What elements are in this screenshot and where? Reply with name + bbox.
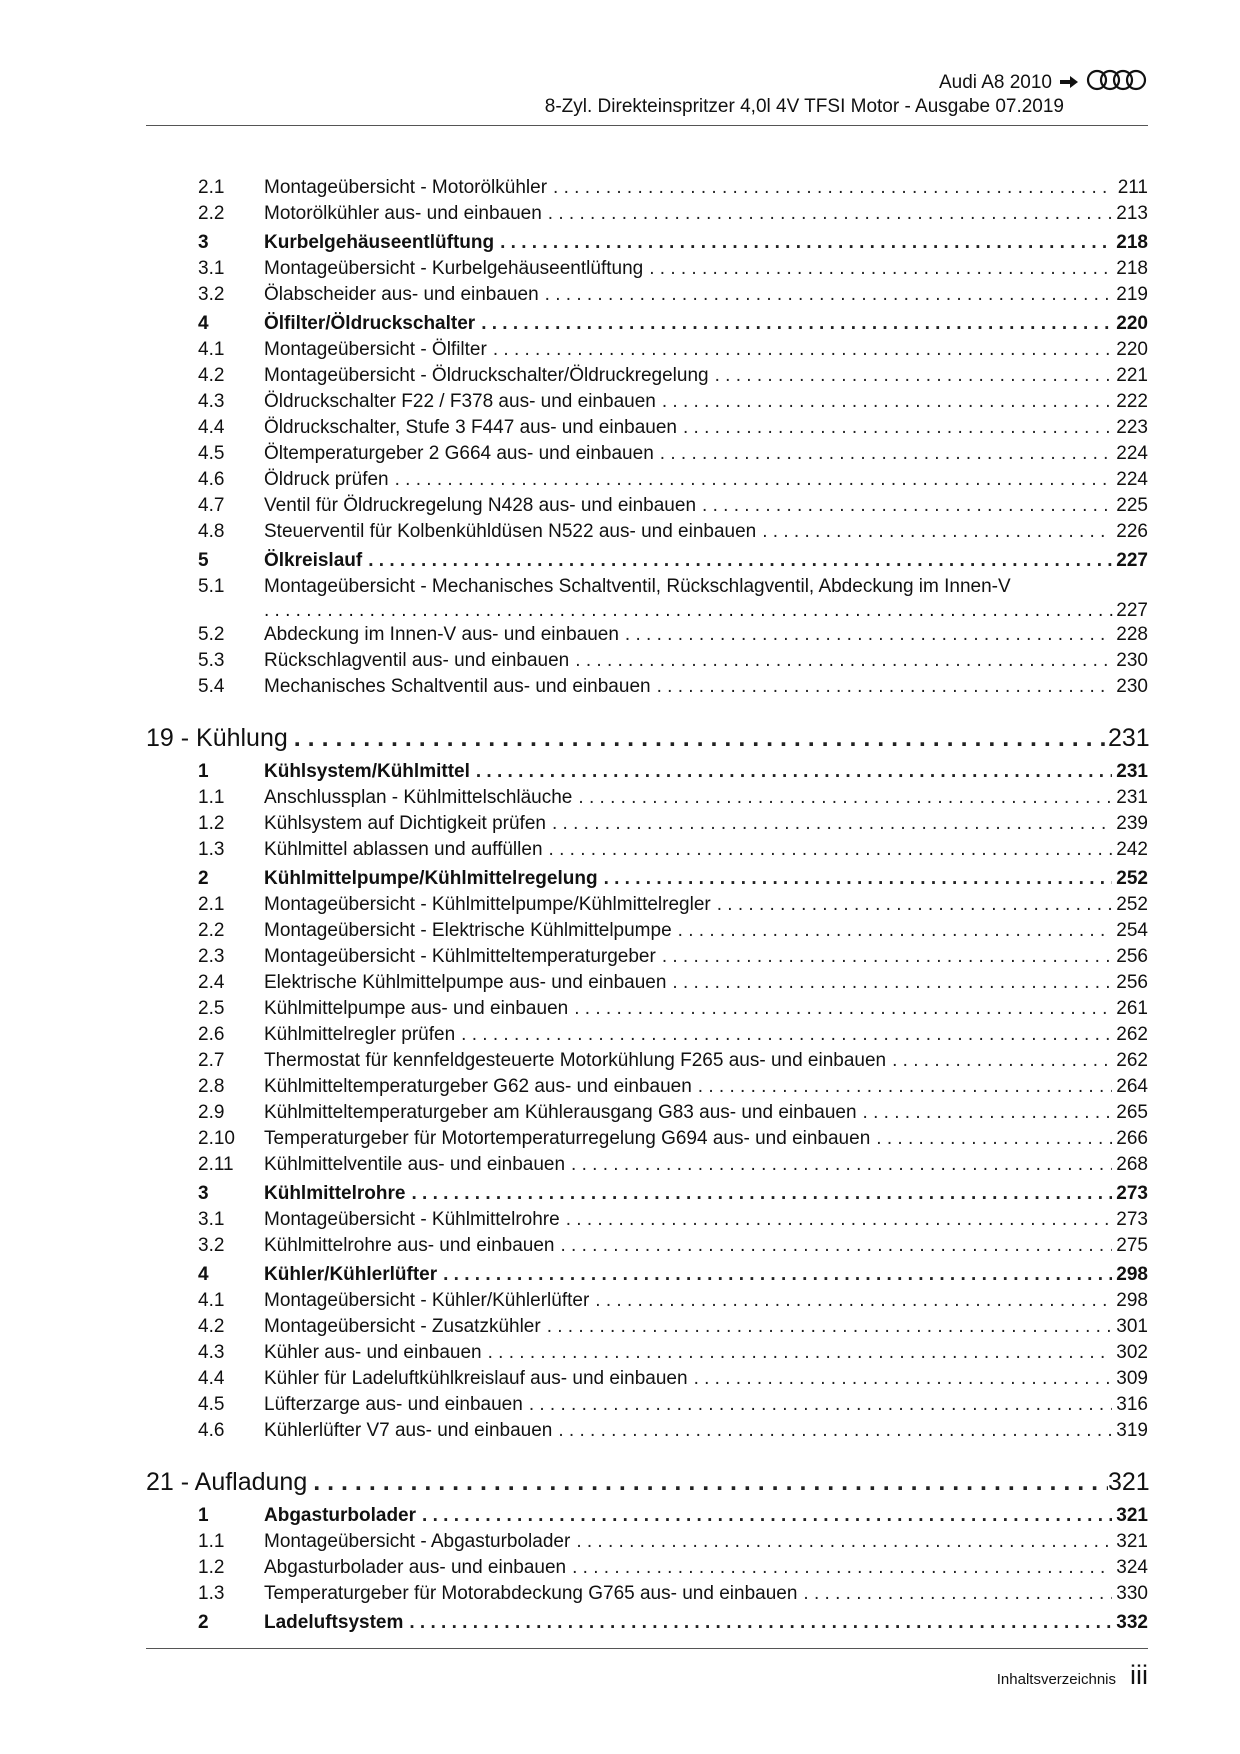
toc-entry-page: 262 xyxy=(1116,1024,1148,1045)
toc-entry-page: 324 xyxy=(1116,1557,1148,1578)
toc-entry-title: Montageübersicht - Kühlmittelpumpe/Kühlmittelregler xyxy=(264,894,711,915)
toc-entry-number: 1 xyxy=(198,761,209,782)
toc-entry[interactable] xyxy=(146,467,1148,493)
header-subtitle: 8-Zyl. Direkteinspritzer 4,0l 4V TFSI Motor - Ausgabe 07.2019 xyxy=(544,96,1064,117)
toc-entry[interactable] xyxy=(146,1022,1148,1048)
toc-entry-page: 230 xyxy=(1116,650,1148,671)
toc-entry-number: 1.2 xyxy=(198,813,225,834)
toc-entry-number: 4.8 xyxy=(198,521,225,542)
toc-entry-title: Montageübersicht - Kühlmittelrohre xyxy=(264,1209,560,1230)
dot-leader xyxy=(756,519,1112,545)
toc-entry-number: 2.9 xyxy=(198,1102,225,1123)
toc-entry-number: 2.10 xyxy=(198,1128,235,1149)
dot-leader xyxy=(487,337,1112,363)
toc-entry-title: Montageübersicht - Motorölkühler xyxy=(264,177,548,198)
dot-leader xyxy=(688,1366,1112,1392)
toc-entry[interactable] xyxy=(146,996,1148,1022)
toc-section[interactable] xyxy=(146,311,1148,337)
toc-entry-page: 252 xyxy=(1116,868,1148,889)
toc-entry-number: 4.5 xyxy=(198,1394,225,1415)
toc-entry-title: Temperaturgeber für Motorabdeckung G765 aus- und einbauen xyxy=(264,1583,798,1604)
toc-entry-number: 3 xyxy=(198,1183,209,1204)
toc-entry-title: Montageübersicht - Ölfilter xyxy=(264,339,487,360)
page-header xyxy=(545,70,1148,118)
toc-entry-number: 4.7 xyxy=(198,495,225,516)
toc-entry-number: 1.3 xyxy=(198,1583,225,1604)
dot-leader xyxy=(666,970,1112,996)
toc-entry-title: Motorölkühler aus- und einbauen xyxy=(264,203,542,224)
toc-entry[interactable] xyxy=(146,1392,1148,1418)
toc-entry-number: 2.2 xyxy=(198,203,225,224)
toc-entry[interactable] xyxy=(146,1555,1148,1581)
dot-leader xyxy=(288,720,1108,756)
toc-entry[interactable] xyxy=(146,811,1148,837)
toc-entry[interactable] xyxy=(146,519,1148,545)
toc-entry-page: 319 xyxy=(1116,1420,1148,1441)
toc-entry-title: 19 - Kühlung xyxy=(146,724,288,752)
toc-entry-page: 302 xyxy=(1116,1342,1148,1363)
toc-entry-title: Ölkreislauf xyxy=(264,550,363,571)
toc-entry-number: 2.8 xyxy=(198,1076,225,1097)
toc-entry-page: 298 xyxy=(1116,1264,1148,1285)
dot-leader xyxy=(389,467,1112,493)
dot-leader xyxy=(569,648,1112,674)
table-of-contents xyxy=(146,175,1148,1636)
toc-entry[interactable] xyxy=(146,363,1148,389)
toc-entry-title: Kühlmittelventile aus- und einbauen xyxy=(264,1154,566,1175)
toc-entry-number: 4 xyxy=(198,1264,209,1285)
toc-entry-title: Abgasturbolader xyxy=(264,1505,417,1526)
toc-entry-number: 3.1 xyxy=(198,1209,225,1230)
toc-entry-page: 218 xyxy=(1116,258,1148,279)
toc-entry-page: 254 xyxy=(1116,920,1148,941)
toc-entry[interactable] xyxy=(146,1418,1148,1444)
toc-entry-title: Kühlmittelpumpe/Kühlmittelregelung xyxy=(264,868,598,889)
toc-entry-title: Öldruckschalter F22 / F378 aus- und einbauen xyxy=(264,391,656,412)
dot-leader xyxy=(547,175,1112,201)
toc-entry-title: Kühler für Ladeluftkühlkreislauf aus- und einbauen xyxy=(264,1368,688,1389)
toc-entry-number: 5.3 xyxy=(198,650,225,671)
dot-leader xyxy=(475,311,1112,337)
dot-leader xyxy=(565,1152,1112,1178)
toc-entry-number: 2.3 xyxy=(198,946,225,967)
toc-chapter[interactable] xyxy=(146,1464,1148,1500)
dot-leader xyxy=(656,389,1112,415)
toc-entry-page: 224 xyxy=(1116,469,1148,490)
toc-entry[interactable] xyxy=(146,415,1148,441)
dot-leader xyxy=(416,1503,1112,1529)
toc-entry-title: Kühlsystem auf Dichtigkeit prüfen xyxy=(264,813,546,834)
dot-leader xyxy=(546,811,1112,837)
toc-entry-number: 1 xyxy=(198,1505,209,1526)
toc-entry[interactable] xyxy=(146,337,1148,363)
toc-entry-title: Kühlmitteltemperaturgeber am Kühlerausgang G83 aus- und einbauen xyxy=(264,1102,857,1123)
toc-entry-title: Kurbelgehäuseentlüftung xyxy=(264,232,495,253)
toc-entry-number: 4.1 xyxy=(198,339,225,360)
toc-entry[interactable] xyxy=(146,1288,1148,1314)
toc-entry-title: Thermostat für kennfeldgesteuerte Motorkühlung F265 aus- und einbauen xyxy=(264,1050,887,1071)
dot-leader xyxy=(568,996,1112,1022)
dot-leader xyxy=(692,1074,1112,1100)
toc-entry-title: Montageübersicht - Kurbelgehäuseentlüftung xyxy=(264,258,644,279)
toc-entry[interactable] xyxy=(146,944,1148,970)
toc-entry-title: Abdeckung im Innen-V aus- und einbauen xyxy=(264,624,619,645)
toc-entry-page: 252 xyxy=(1116,894,1148,915)
toc-entry-title: Montageübersicht - Öldruckschalter/Öldruckregelung xyxy=(264,365,709,386)
toc-entry-page: 228 xyxy=(1116,624,1148,645)
dot-leader xyxy=(405,1181,1112,1207)
dot-leader xyxy=(598,866,1112,892)
toc-entry-page: 321 xyxy=(1116,1531,1148,1552)
dot-leader xyxy=(523,1392,1112,1418)
toc-entry-number: 4.6 xyxy=(198,1420,225,1441)
toc-entry-title: Kühlerlüfter V7 aus- und einbauen xyxy=(264,1420,553,1441)
toc-entry-number: 4.3 xyxy=(198,391,225,412)
toc-entry[interactable] xyxy=(146,674,1148,700)
dot-leader xyxy=(470,759,1112,785)
toc-entry-number: 2.7 xyxy=(198,1050,225,1071)
toc-entry-title: Lüfterzarge aus- und einbauen xyxy=(264,1394,523,1415)
toc-entry-title: Steuerventil für Kolbenkühldüsen N522 aus- und einbauen xyxy=(264,521,757,542)
toc-entry-page: 224 xyxy=(1116,443,1148,464)
dot-leader xyxy=(566,1555,1112,1581)
toc-entry-number: 4.4 xyxy=(198,1368,225,1389)
dot-leader xyxy=(711,892,1112,918)
toc-entry-number: 1.3 xyxy=(198,839,225,860)
toc-entry-page: 220 xyxy=(1116,313,1148,334)
toc-entry-title: Kühlmittel ablassen und auffüllen xyxy=(264,839,543,860)
toc-entry[interactable] xyxy=(146,574,1148,622)
dot-leader xyxy=(619,622,1112,648)
dot-leader xyxy=(570,1529,1112,1555)
dot-leader xyxy=(572,785,1112,811)
toc-entry-title: Anschlussplan - Kühlmittelschläuche xyxy=(264,787,573,808)
toc-entry-page: 265 xyxy=(1116,1102,1148,1123)
toc-entry-page: 239 xyxy=(1116,813,1148,834)
dot-leader xyxy=(643,256,1112,282)
dot-leader xyxy=(554,1233,1112,1259)
toc-entry-number: 4.3 xyxy=(198,1342,225,1363)
toc-entry[interactable] xyxy=(146,1314,1148,1340)
toc-entry-title: Ölfilter/Öldruckschalter xyxy=(264,313,476,334)
dot-leader xyxy=(709,363,1112,389)
toc-entry[interactable] xyxy=(146,389,1148,415)
toc-entry-number: 5.2 xyxy=(198,624,225,645)
toc-entry-number: 2.2 xyxy=(198,920,225,941)
toc-entry-page: 268 xyxy=(1116,1154,1148,1175)
dot-leader xyxy=(560,1207,1112,1233)
toc-entry[interactable] xyxy=(146,1340,1148,1366)
toc-entry-page: 231 xyxy=(1116,787,1148,808)
toc-entry[interactable] xyxy=(146,256,1148,282)
toc-entry[interactable] xyxy=(146,175,1148,201)
dot-leader xyxy=(677,415,1112,441)
toc-entry-page: 231 xyxy=(1116,761,1148,782)
toc-entry[interactable] xyxy=(146,1366,1148,1392)
dot-leader xyxy=(857,1100,1112,1126)
toc-entry-title: Kühlmittelrohre aus- und einbauen xyxy=(264,1235,555,1256)
toc-entry-number: 4.2 xyxy=(198,1316,225,1337)
toc-entry-title: Montageübersicht - Mechanisches Schaltventil, Rückschlagventil, Abdeckung im Innen-V xyxy=(264,576,1011,597)
toc-entry-page: 211 xyxy=(1117,177,1148,198)
toc-entry-number: 5 xyxy=(198,550,209,571)
dot-leader xyxy=(651,674,1112,700)
toc-entry-number: 1.1 xyxy=(198,1531,225,1552)
dot-leader xyxy=(542,201,1112,227)
toc-entry[interactable] xyxy=(146,1581,1148,1607)
toc-entry-page: 256 xyxy=(1116,946,1148,967)
toc-entry-number: 5.1 xyxy=(198,576,225,597)
toc-entry-title: Mechanisches Schaltventil aus- und einbauen xyxy=(264,676,651,697)
toc-entry-page: 332 xyxy=(1116,1612,1148,1633)
toc-entry-page: 225 xyxy=(1116,495,1148,516)
dot-leader xyxy=(886,1048,1112,1074)
dot-leader xyxy=(552,1418,1112,1444)
toc-entry-title: Ventil für Öldruckregelung N428 aus- und einbauen xyxy=(264,495,697,516)
toc-entry-title: Kühler aus- und einbauen xyxy=(264,1342,482,1363)
toc-entry-number: 2 xyxy=(198,868,209,889)
toc-entry[interactable] xyxy=(146,622,1148,648)
dot-leader xyxy=(455,1022,1112,1048)
toc-entry-page: 230 xyxy=(1116,676,1148,697)
toc-entry-page: 262 xyxy=(1116,1050,1148,1071)
toc-entry[interactable] xyxy=(146,648,1148,674)
toc-entry[interactable] xyxy=(146,1100,1148,1126)
toc-entry-number: 4.1 xyxy=(198,1290,225,1311)
toc-entry-page: 264 xyxy=(1116,1076,1148,1097)
toc-entry-title: Temperaturgeber für Motortemperaturregelung G694 aus- und einbauen xyxy=(264,1128,871,1149)
toc-entry-title: Kühlmittelrohre xyxy=(264,1183,406,1204)
dot-leader xyxy=(589,1288,1112,1314)
toc-entry-number: 2.11 xyxy=(198,1154,234,1175)
toc-entry-page: 220 xyxy=(1116,339,1148,360)
toc-entry[interactable] xyxy=(146,785,1148,811)
toc-entry-title: Montageübersicht - Zusatzkühler xyxy=(264,1316,541,1337)
toc-entry-number: 2.6 xyxy=(198,1024,225,1045)
toc-entry-page: 273 xyxy=(1116,1183,1148,1204)
toc-entry-number: 4.2 xyxy=(198,365,225,386)
toc-entry-page: 266 xyxy=(1116,1128,1148,1149)
toc-entry[interactable] xyxy=(146,892,1148,918)
toc-entry-title: Montageübersicht - Kühlmitteltemperaturgeber xyxy=(264,946,656,967)
toc-entry-title: Ladeluftsystem xyxy=(264,1612,404,1633)
brand-logo-icon xyxy=(1086,68,1148,98)
header-model-line xyxy=(545,70,1148,96)
arrow-right-icon xyxy=(1060,72,1078,94)
dot-leader xyxy=(696,493,1112,519)
toc-entry-page: 330 xyxy=(1116,1583,1148,1604)
toc-entry[interactable] xyxy=(146,1074,1148,1100)
toc-entry-number: 1.1 xyxy=(198,787,225,808)
dot-leader xyxy=(672,918,1112,944)
toc-entry[interactable] xyxy=(146,282,1148,308)
toc-entry[interactable] xyxy=(146,837,1148,863)
footer-divider xyxy=(146,1648,1148,1649)
toc-entry-page: 223 xyxy=(1116,417,1148,438)
toc-entry-page: 221 xyxy=(1116,365,1148,386)
toc-entry-number: 3.2 xyxy=(198,1235,225,1256)
toc-entry-number: 2 xyxy=(198,1612,209,1633)
toc-entry-title: Kühlmitteltemperaturgeber G62 aus- und einbauen xyxy=(264,1076,692,1097)
toc-chapter[interactable] xyxy=(146,720,1148,756)
toc-entry-number: 2.1 xyxy=(198,894,225,915)
dot-leader xyxy=(307,1464,1108,1500)
dot-leader xyxy=(797,1581,1112,1607)
toc-entry[interactable] xyxy=(146,1207,1148,1233)
toc-entry-number: 4 xyxy=(198,313,209,334)
footer-page-number: iii xyxy=(1130,1660,1148,1690)
toc-entry-page: 219 xyxy=(1116,284,1148,305)
toc-section[interactable] xyxy=(146,1262,1148,1288)
toc-entry-page: 316 xyxy=(1116,1394,1148,1415)
header-divider xyxy=(146,125,1148,126)
toc-entry-title: Montageübersicht - Kühler/Kühlerlüfter xyxy=(264,1290,590,1311)
toc-entry-number: 2.4 xyxy=(198,972,225,993)
toc-entry-title: 21 - Aufladung xyxy=(146,1468,308,1496)
toc-entry-page: 273 xyxy=(1116,1209,1148,1230)
dot-leader xyxy=(494,230,1112,256)
toc-section[interactable] xyxy=(146,230,1148,256)
toc-entry-page: 309 xyxy=(1116,1368,1148,1389)
toc-entry-page: 213 xyxy=(1116,203,1148,224)
toc-entry-page: 275 xyxy=(1116,1235,1148,1256)
toc-entry-page: 227 xyxy=(1116,550,1148,571)
toc-entry-page: 227 xyxy=(1116,600,1148,621)
toc-entry-number: 3.1 xyxy=(198,258,225,279)
toc-entry-page: 256 xyxy=(1116,972,1148,993)
toc-section[interactable] xyxy=(146,548,1148,574)
toc-entry-page: 321 xyxy=(1108,1468,1150,1496)
toc-entry-page: 321 xyxy=(1116,1505,1148,1526)
toc-entry-number: 3.2 xyxy=(198,284,225,305)
toc-entry[interactable] xyxy=(146,1529,1148,1555)
toc-entry-title: Kühlmittelpumpe aus- und einbauen xyxy=(264,998,569,1019)
dot-leader xyxy=(539,282,1112,308)
dot-leader xyxy=(656,944,1112,970)
dot-leader xyxy=(482,1340,1112,1366)
toc-entry-number: 1.2 xyxy=(198,1557,225,1578)
toc-entry-number: 4.5 xyxy=(198,443,225,464)
dot-leader xyxy=(541,1314,1112,1340)
toc-entry-page: 301 xyxy=(1116,1316,1148,1337)
toc-entry[interactable] xyxy=(146,493,1148,519)
toc-entry[interactable] xyxy=(146,1126,1148,1152)
toc-entry-title: Ölabscheider aus- und einbauen xyxy=(264,284,539,305)
toc-entry-number: 4.4 xyxy=(198,417,225,438)
footer-label: Inhaltsverzeichnis xyxy=(996,1671,1116,1688)
toc-entry-title: Kühler/Kühlerlüfter xyxy=(264,1264,438,1285)
toc-entry-title: Abgasturbolader aus- und einbauen xyxy=(264,1557,567,1578)
toc-entry-number: 3 xyxy=(198,232,209,253)
toc-entry-page: 298 xyxy=(1116,1290,1148,1311)
dot-leader xyxy=(543,837,1112,863)
toc-entry[interactable] xyxy=(146,1048,1148,1074)
dot-leader xyxy=(870,1126,1112,1152)
toc-entry[interactable] xyxy=(146,970,1148,996)
toc-entry[interactable] xyxy=(146,918,1148,944)
toc-entry[interactable] xyxy=(146,1152,1148,1178)
toc-entry-page: 261 xyxy=(1116,998,1148,1019)
page-footer xyxy=(997,1660,1148,1691)
toc-entry-title: Montageübersicht - Abgasturbolader xyxy=(264,1531,571,1552)
toc-entry-title: Öldruck prüfen xyxy=(264,469,389,490)
toc-entry[interactable] xyxy=(146,441,1148,467)
toc-entry-number: 2.5 xyxy=(198,998,225,1019)
toc-section[interactable] xyxy=(146,1503,1148,1529)
toc-entry-page: 222 xyxy=(1116,391,1148,412)
toc-entry[interactable] xyxy=(146,1233,1148,1259)
header-model: Audi A8 2010 xyxy=(938,72,1052,93)
toc-entry-page: 218 xyxy=(1116,232,1148,253)
toc-entry[interactable] xyxy=(146,201,1148,227)
dot-leader xyxy=(437,1262,1112,1288)
toc-entry-page: 226 xyxy=(1116,521,1148,542)
dot-leader xyxy=(654,441,1112,467)
toc-entry-number: 2.1 xyxy=(198,177,225,198)
toc-entry-title: Montageübersicht - Elektrische Kühlmittelpumpe xyxy=(264,920,672,941)
dot-leader xyxy=(403,1610,1112,1636)
toc-section[interactable] xyxy=(146,759,1148,785)
dot-leader xyxy=(264,600,1116,622)
toc-section[interactable] xyxy=(146,1610,1148,1636)
toc-entry-title: Öltemperaturgeber 2 G664 aus- und einbauen xyxy=(264,443,654,464)
toc-entry-page: 231 xyxy=(1108,724,1150,752)
dot-leader xyxy=(362,548,1112,574)
toc-entry-title: Kühlsystem/Kühlmittel xyxy=(264,761,470,782)
toc-section[interactable] xyxy=(146,866,1148,892)
toc-entry-title: Rückschlagventil aus- und einbauen xyxy=(264,650,570,671)
toc-entry-title: Elektrische Kühlmittelpumpe aus- und einbauen xyxy=(264,972,667,993)
toc-entry-page: 242 xyxy=(1116,839,1148,860)
toc-entry-number: 5.4 xyxy=(198,676,225,697)
toc-entry-title: Öldruckschalter, Stufe 3 F447 aus- und einbauen xyxy=(264,417,677,438)
toc-entry-title: Kühlmittelregler prüfen xyxy=(264,1024,456,1045)
toc-entry-number: 4.6 xyxy=(198,469,225,490)
toc-section[interactable] xyxy=(146,1181,1148,1207)
